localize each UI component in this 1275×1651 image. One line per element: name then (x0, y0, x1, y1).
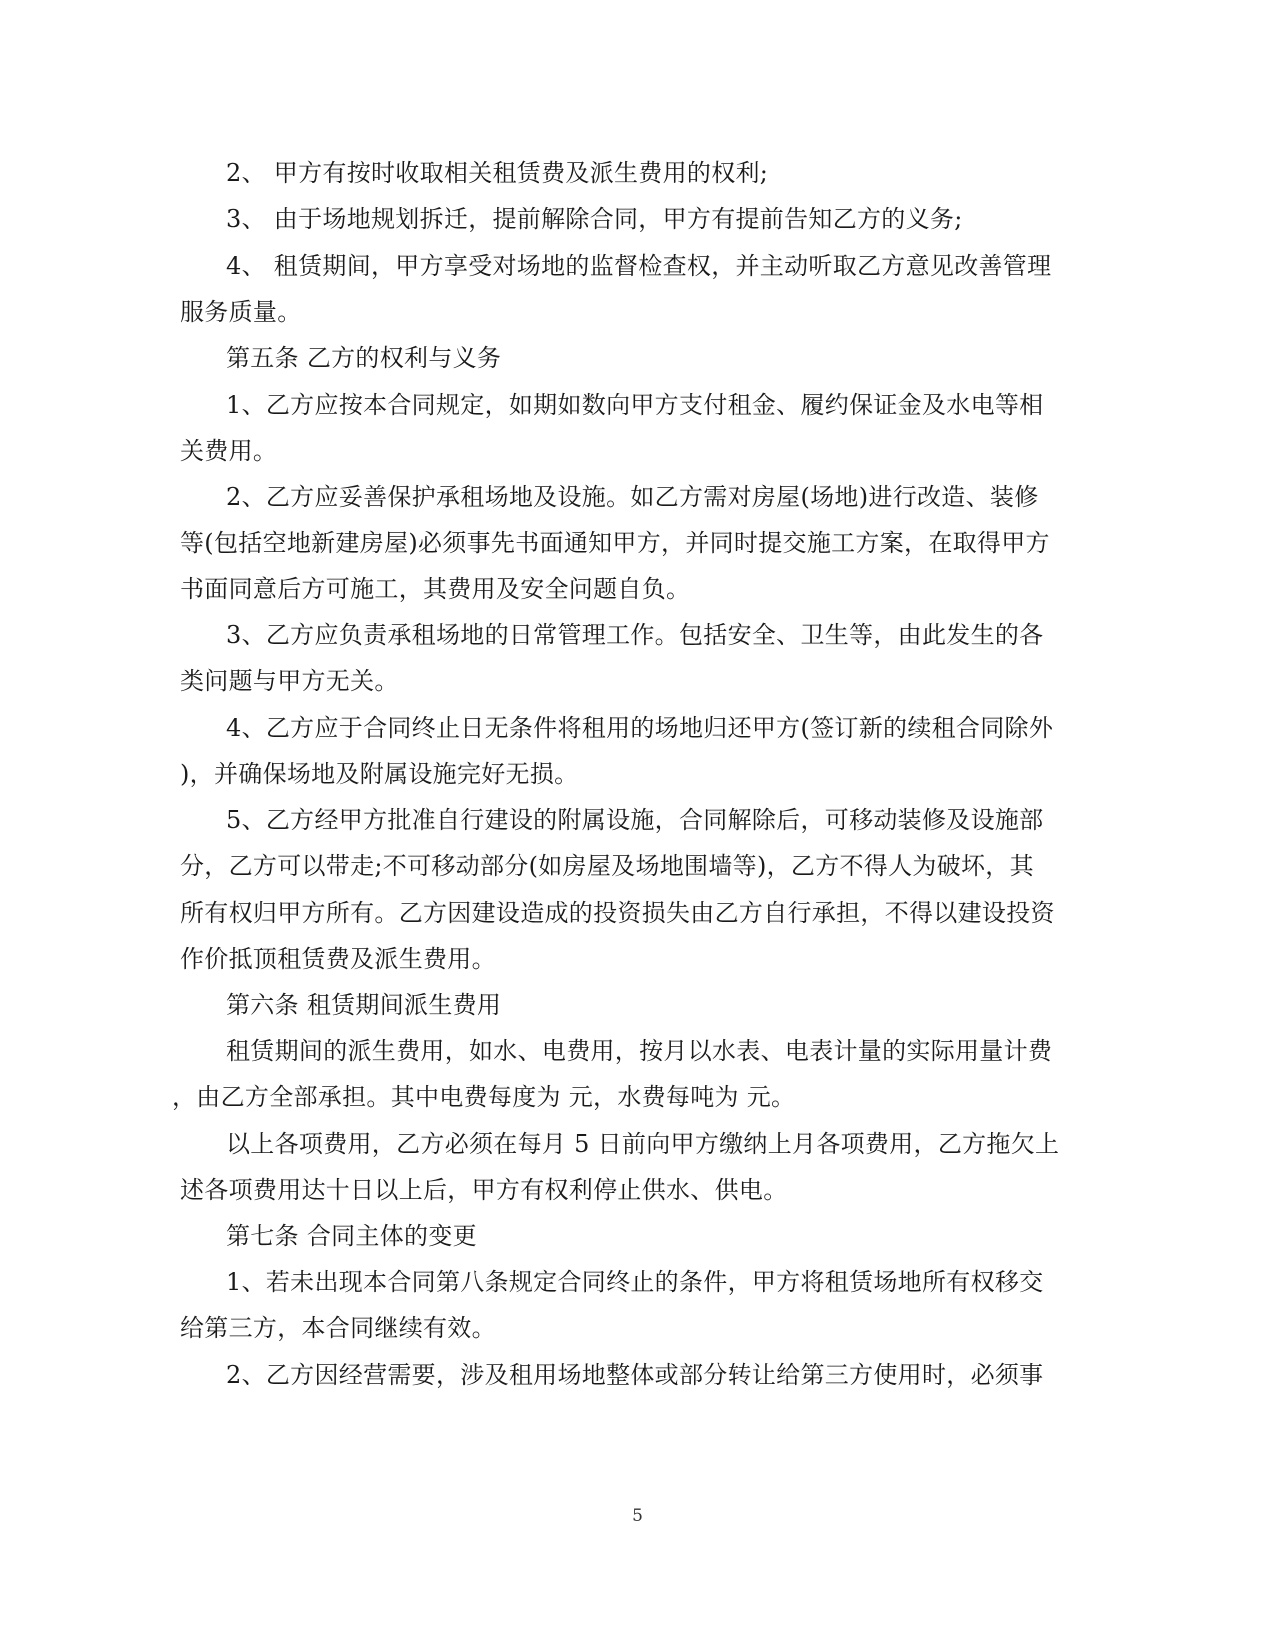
text-line: 2、乙方因经营需要，涉及租用场地整体或部分转让给第三方使用时，必须事 (226, 1361, 1044, 1389)
text-line: 作价抵顶租赁费及派生费用。 (180, 945, 496, 973)
text-line: 述各项费用达十日以上后，甲方有权利停止供水、供电。 (180, 1176, 788, 1204)
section-heading: 第六条 租赁期间派生费用 (226, 991, 502, 1019)
text-line: 5、乙方经甲方批准自行建设的附属设施，合同解除后，可移动装修及设施部 (226, 806, 1044, 834)
text-line: 以上各项费用，乙方必须在每月 5 日前向甲方缴纳上月各项费用，乙方拖欠上 (226, 1130, 1060, 1158)
text-line: 3、乙方应负责承租场地的日常管理工作。包括安全、卫生等，由此发生的各 (226, 621, 1044, 649)
section-heading: 第五条 乙方的权利与义务 (226, 344, 502, 372)
text-line: 2、乙方应妥善保护承租场地及设施。如乙方需对房屋(场地)进行改造、装修 (226, 483, 1039, 511)
text-line: 分，乙方可以带走;不可移动部分(如房屋及场地围墙等)，乙方不得人为破坏，其 (180, 852, 1034, 880)
text-line: 4、 租赁期间，甲方享受对场地的监督检查权，并主动听取乙方意见改善管理 (226, 252, 1052, 280)
page-number: 5 (632, 1506, 643, 1526)
text-line: 所有权归甲方所有。乙方因建设造成的投资损失由乙方自行承担，不得以建设投资 (180, 899, 1055, 927)
text-line: 给第三方，本合同继续有效。 (180, 1314, 496, 1342)
text-line: 3、 由于场地规划拆迁，提前解除合同，甲方有提前告知乙方的义务; (226, 205, 963, 233)
text-line: 书面同意后方可施工，其费用及安全问题自负。 (180, 575, 691, 603)
text-line: ，由乙方全部承担。其中电费每度为 元，水费每吨为 元。 (172, 1083, 796, 1111)
text-line: 租赁期间的派生费用，如水、电费用，按月以水表、电表计量的实际用量计费 (226, 1037, 1053, 1065)
text-line: 类问题与甲方无关。 (180, 667, 399, 695)
text-line: 服务质量。 (180, 298, 302, 326)
text-line: )，并确保场地及附属设施完好无损。 (180, 760, 579, 788)
text-line: 2、 甲方有按时收取相关租赁费及派生费用的权利; (226, 159, 769, 187)
text-line: 等(包括空地新建房屋)必须事先书面通知甲方，并同时提交施工方案，在取得甲方 (180, 529, 1050, 557)
text-line: 4、乙方应于合同终止日无条件将租用的场地归还甲方(签订新的续租合同除外 (226, 714, 1054, 742)
section-heading: 第七条 合同主体的变更 (226, 1222, 477, 1250)
text-line: 关费用。 (180, 437, 278, 465)
text-line: 1、若未出现本合同第八条规定合同终止的条件，甲方将租赁场地所有权移交 (226, 1268, 1044, 1296)
text-line: 1、乙方应按本合同规定，如期如数向甲方支付租金、履约保证金及水电等相 (226, 391, 1044, 419)
